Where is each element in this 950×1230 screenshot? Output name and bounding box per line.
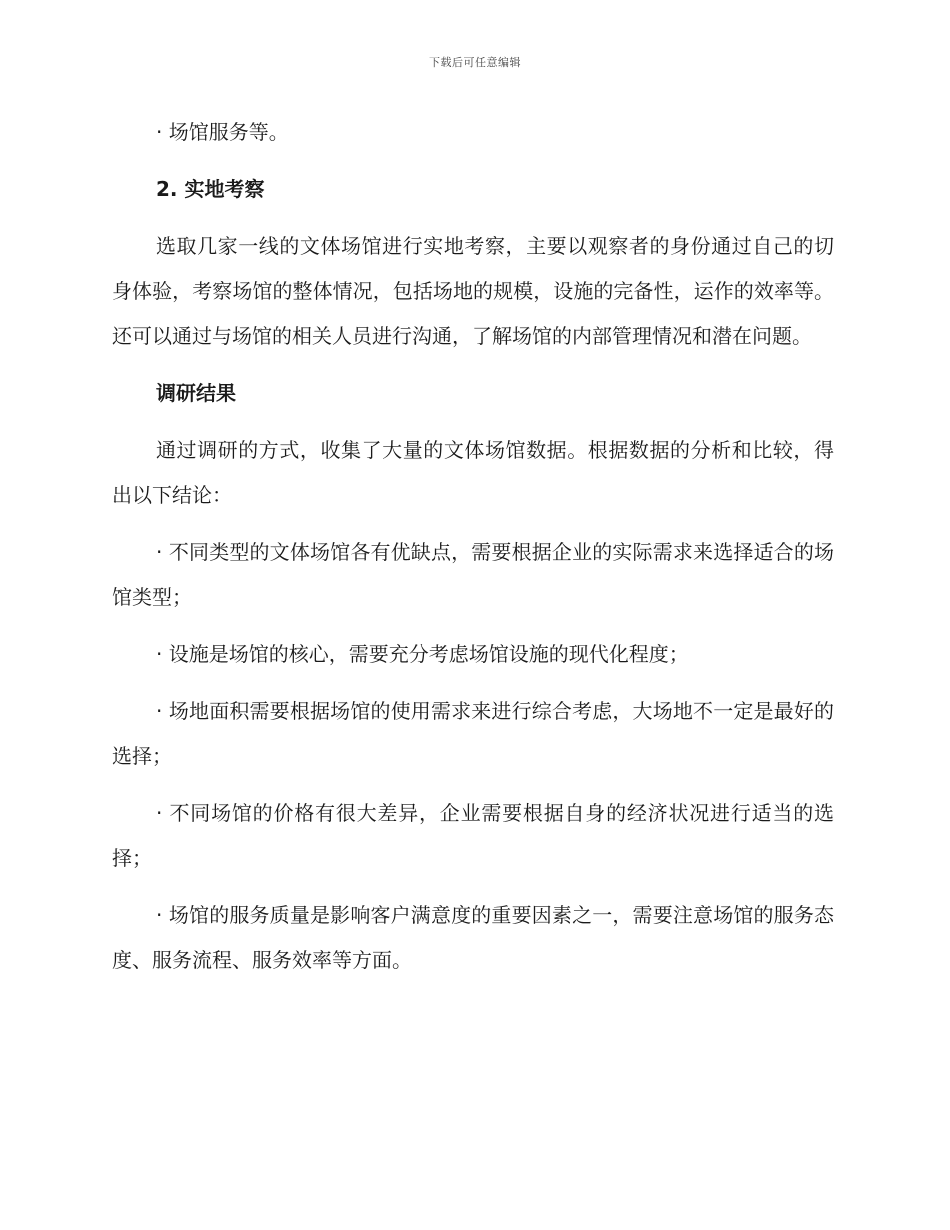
bullet-item: · 场馆服务等。: [156, 120, 289, 144]
body-paragraph: 选取几家一线的文体场馆进行实地考察，主要以观察者的身份通过自己的切身体验，考察场馆的整体情况，包括场地的规模，设施的完备性，运作的效率等。还可以通过与场馆的相关人员进行沟通，了解场馆的内部管理情况和潜在问题。: [112, 234, 834, 348]
conclusion-item: · 设施是场馆的核心，需要充分考虑场馆设施的现代化程度；: [156, 642, 689, 666]
results-heading: 调研结果: [156, 381, 236, 405]
conclusion-item: · 场馆的服务质量是影响客户满意度的重要因素之一，需要注意场馆的服务态度、服务流程、服务效率等方面。: [112, 903, 834, 972]
conclusion-item: · 场地面积需要根据场馆的使用需求来进行综合考虑，大场地不一定是最好的选择；: [112, 699, 834, 768]
conclusion-item: · 不同场馆的价格有很大差异，企业需要根据自身的经济状况进行适当的选择；: [112, 801, 834, 870]
results-intro-paragraph: 通过调研的方式，收集了大量的文体场馆数据。根据数据的分析和比较，得出以下结论：: [112, 438, 834, 507]
conclusion-item: · 不同类型的文体场馆各有优缺点，需要根据企业的实际需求来选择适合的场馆类型；: [112, 540, 834, 609]
header-note: 下载后可任意编辑: [429, 56, 521, 69]
document-body: [112, 110, 834, 995]
section-heading: 2. 实地考察: [156, 177, 265, 201]
